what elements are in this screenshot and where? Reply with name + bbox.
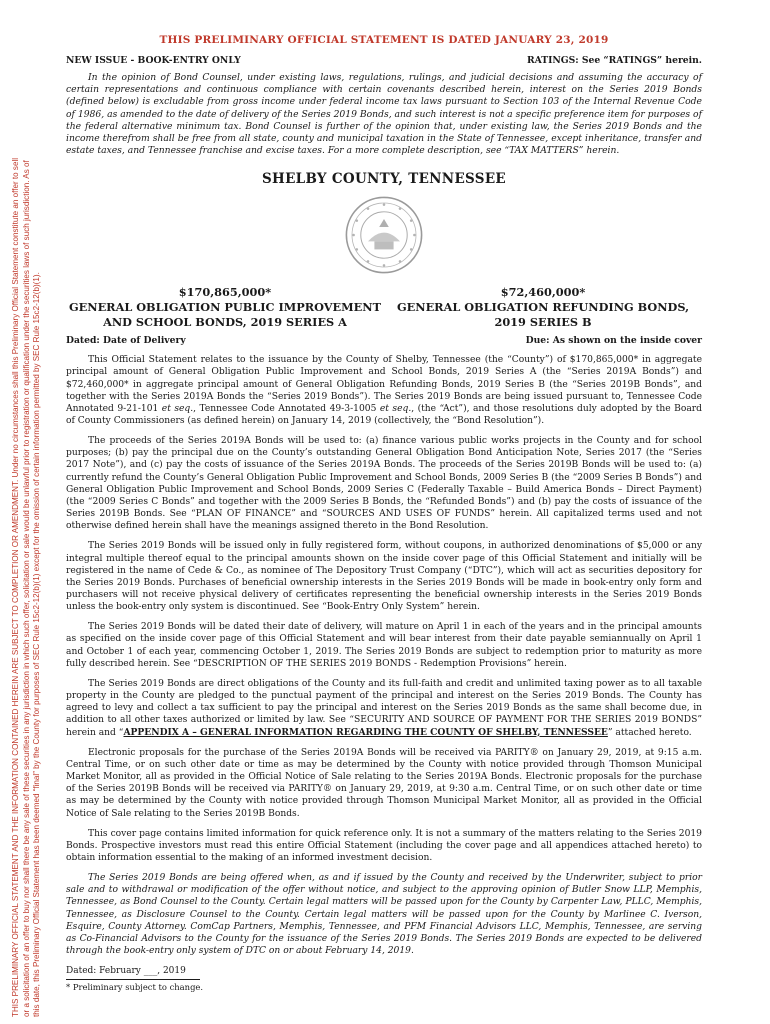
issue-row	[66, 55, 702, 66]
series-a-bond	[66, 285, 384, 329]
bond-offerings	[66, 285, 702, 329]
series-a-amount: $170,865,000*	[178, 285, 272, 300]
ratings-label: RATINGS: See “RATINGS” herein.	[526, 55, 702, 66]
due-label: Due: As shown on the inside cover	[525, 335, 702, 347]
et-seq-text: et seq.	[379, 403, 412, 414]
date-row	[66, 335, 702, 346]
paragraph-proposals: Electronic proposals for the purchase of the Series 2019A Bonds will be received via PARITY® on January 29, 2019, at 9:15 a.m. Central Time, or on such other date or time as may be determined by the County with notice provided through Thomson Municipal Market Monitor, all as provided in the Official Notice of Sale relating to the Series 2019A Bonds. Electronic proposals for the purchase of the Series 2019B Bonds will be received via PARITY® on January 29, 2019, at 9:30 a.m. Central Time, or on such other date or time as may be determined by the County with notice provided through Thomson Municipal Market Monitor, all as provided in the Official Notice of Sale relating to the Series 2019B Bonds.	[66, 747, 702, 819]
series-b-amount: $72,460,000*	[500, 285, 586, 300]
series-a-title-line2: AND SCHOOL BONDS, 2019 SERIES A	[103, 314, 347, 329]
footnote: * Preliminary subject to change.	[66, 982, 204, 993]
county-seal-image	[344, 195, 424, 275]
series-b-title-line2: 2019 SERIES B	[494, 314, 592, 329]
disclaimer-line: THIS PRELIMINARY OFFICIAL STATEMENT AND THE INFORMATION CONTAINED HEREIN ARE SUBJECT TO COMPLETION OR AMENDMENT. Under no circumstances shall this Preliminary Official Statement constitute an offer to sell	[11, 157, 21, 1017]
document-page	[66, 34, 702, 992]
et-seq-text: et seq.	[161, 403, 194, 414]
paragraph-offering: The Series 2019 Bonds are being offered when, as and if issued by the County and received by the Underwriter, subject to prior sale and to withdrawal or modification of the offer without notice, and subject to the approving opinion of Butler Snow LLP, Memphis, Tennessee, as Bond Counsel to the County. Certain legal matters will be passed upon for the County by Carpenter Law, PLLC, Memphis, Tennessee, as Disclosure Counsel to the County. Certain legal matters will be passed upon for the County by Marlinee C. Iverson, Esquire, County Attorney. ComCap Partners, Memphis, Tennessee, and PFM Financial Advisors LLC, Memphis, Tennessee, are serving as Co-Financial Advisors to the County for the issuance of the Series 2019 Bonds. The Series 2019 Bonds are expected to be delivered through the book-entry only system of DTC on or about February 14, 2019.	[66, 873, 702, 957]
series-b-title-line1: GENERAL OBLIGATION REFUNDING BONDS,	[396, 300, 690, 315]
series-a-title-line1: GENERAL OBLIGATION PUBLIC IMPROVEMENT	[68, 300, 381, 315]
paragraph-registration: The Series 2019 Bonds will be issued only in fully registered form, without coupons, in authorized denominations of $5,000 or any integral multiple thereof equal to the principal amounts shown on the inside cover page of this Official Statement and initially will be registered in the name of Cede & Co., as nominee of The Depository Trust Company (“DTC”), which will act as securities depository for the Series 2019 Bonds. Purchases of beneficial ownership interests in the Series 2019 Bonds will be made in book-entry only form and purchasers will not receive physical delivery of certificates representing the beneficial ownership interests in the Series 2019 Bonds unless the book-entry only system is discontinued. See “Book-Entry Only System” herein.	[66, 541, 702, 613]
paragraph-text: The Series 2019 Bonds are direct obligations of the County and its full-faith and credit and unlimited taxing power as to all taxable property in the County are pledged to the punctual payment of the principal and interest on the Series 2019 Bonds. The County has agreed to levy and collect a tax sufficient to pay the principal and interest on the Series 2019 Bonds as the same shall become due, in addition to all other taxes authorized or limited by law. See “SECURITY AND SOURCE OF PAYMENT FOR THE SERIES 2019 BONDS” herein and “	[66, 678, 702, 738]
county-title: SHELBY COUNTY, TENNESSEE	[261, 171, 507, 188]
paragraph-issuance	[66, 354, 702, 427]
footnote-divider	[66, 979, 200, 980]
dated-label: Dated: Date of Delivery	[66, 335, 186, 347]
disclaimer-sidebar	[6, 0, 48, 1024]
document-date: Dated: February ___, 2019	[66, 966, 186, 977]
disclaimer-line: this date, this Preliminary Official Statement has been deemed “final” by the County for purposes of SEC Rule 15c2-12(b)(1) except for the omission of certain information permitted by SEC Rule 15c2-12(b)(1).	[32, 272, 42, 1017]
paragraph-proceeds: The proceeds of the Series 2019A Bonds will be used to: (a) finance various public works projects in the County and for school purposes; (b) pay the principal due on the County’s outstanding General Obligation Bond Anticipation Note, Series 2017 (the “Series 2017 Note”), and (c) pay the costs of issuance of the Series 2019A Bonds. The proceeds of the Series 2019B Bonds will be used to: (a) currently refund the County’s General Obligation Public Improvement and School Bonds, 2009 Series B (the “2009 Series B Bonds”) and General Obligation Public Improvement and School Bonds, 2009 Series C (Federally Taxable – Build America Bonds – Direct Payment) (the “2009 Series C Bonds” and together with the 2009 Series B Bonds, the “Refunded Bonds”) and (b) pay the costs of issuance of the Series 2019B Bonds. See “PLAN OF FINANCE” and “SOURCES AND USES OF FUNDS” herein. All capitalized terms used and not otherwise defined herein shall have the meanings assigned thereto in the Bond Resolution.	[66, 436, 702, 532]
paragraph-text: , Tennessee Code Annotated 49-3-1005	[193, 403, 377, 414]
paragraph-cover-notice: This cover page contains limited information for quick reference only. It is not a summary of the matters relating to the Series 2019 Bonds. Prospective investors must read this entire Official Statement (including the cover page and all appendices attached hereto) to obtain information essential to the making of an informed investment decision.	[66, 828, 702, 863]
disclaimer-text	[11, 7, 43, 1017]
preliminary-banner: THIS PRELIMINARY OFFICIAL STATEMENT IS DATED JANUARY 23, 2019	[159, 34, 609, 46]
appendix-a-link[interactable]: APPENDIX A – GENERAL INFORMATION REGARDING THE COUNTY OF SHELBY, TENNESSEE	[123, 726, 608, 738]
new-issue-label: NEW ISSUE - BOOK-ENTRY ONLY	[66, 55, 241, 66]
paragraph-text: , (the “Act”), and those resolutions duly adopted by the Board of County Commissioners (as defined herein) on January 14, 2019 (collectively, the “Bond Resolution”).	[66, 403, 702, 426]
paragraph-security	[66, 678, 702, 739]
series-b-bond	[384, 285, 702, 329]
paragraph-maturity: The Series 2019 Bonds will be dated their date of delivery, will mature on April 1 in each of the years and in the principal amounts as specified on the inside cover page of this Official Statement and will bear interest from their date payable semiannually on April 1 and October 1 of each year, commencing October 1, 2019. The Series 2019 Bonds are subject to redemption prior to maturity as more fully described herein. See “DESCRIPTION OF THE SERIES 2019 BONDS - Redemption Provisions” herein.	[66, 622, 702, 669]
disclaimer-line: or a solicitation of an offer to buy nor shall there be any sale of these securities in any jurisdiction in which such offer, solicitation or sale would be unlawful prior to registration or qualification under the securities laws of such jurisdiction. As of	[21, 160, 31, 1017]
paragraph-text: ” attached hereto.	[607, 727, 692, 738]
paragraph-text: This Official Statement relates to the issuance by the County of Shelby, Tennessee (the “County”) of $170,865,000* in aggregate principal amount of General Obligation Public Improvement and School Bonds, 2019 Series A (the “Series 2019A Bonds”) and $72,460,000* in aggregate principal amount of General Obligation Refunding Bonds, 2019 Series B (the “Series 2019B Bonds”, and together with the Series 2019A Bonds the “Series 2019 Bonds”). The Series 2019 Bonds are being issued pursuant to, Tennessee Code Annotated 9-21-101	[66, 355, 702, 414]
tax-opinion: In the opinion of Bond Counsel, under existing laws, regulations, rulings, and judicial decisions and assuming the accuracy of certain representations and continuous compliance with certain covenants described herein, interest on the Series 2019 Bonds (defined below) is excludable from gross income under federal income tax laws pursuant to Section 103 of the Internal Revenue Code of 1986, as amended to the date of delivery of the Series 2019 Bonds, and such interest is not a specific preference item for purposes of the federal alternative minimum tax. Bond Counsel is further of the opinion that, under existing law, the Series 2019 Bonds and the income therefrom shall be free from all state, county and municipal taxation in the State of Tennessee, except inheritance, transfer and estate taxes, and Tennessee franchise and excise taxes. For a more complete description, see “TAX MATTERS” herein.	[66, 72, 702, 157]
